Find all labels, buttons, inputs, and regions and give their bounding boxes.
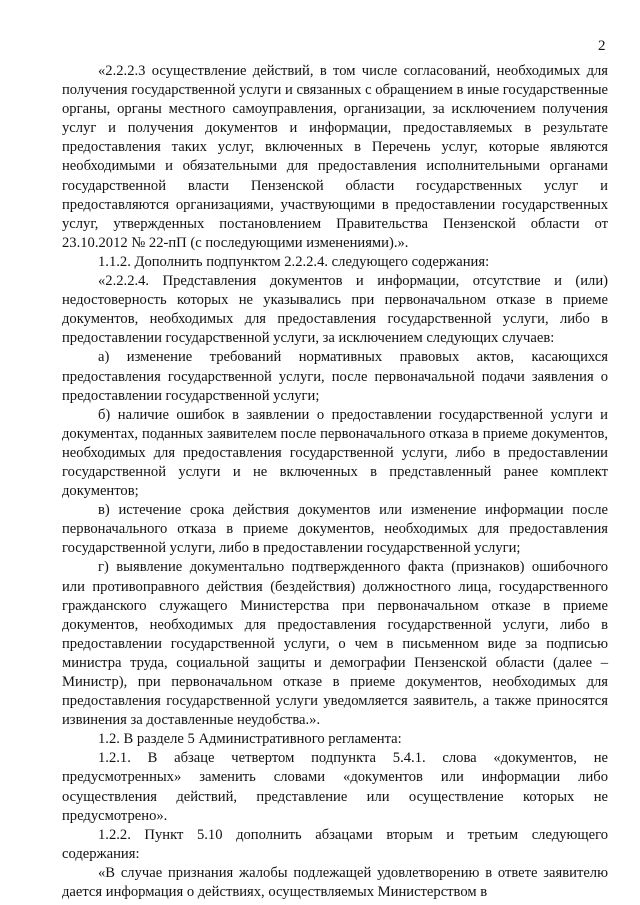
document-body xyxy=(62,62,608,902)
paragraph-1-1-2: 1.1.2. Дополнить подпунктом 2.2.2.4. следующего содержания: xyxy=(98,253,490,270)
paragraph-item-g: г) выявление документально подтвержденного факта (признаков) ошибочного или противоправного действия (бездействия) должностного лица, государственного гражданского служащего Министерства при первоначальном отказе в приеме документов, необходимых для предоставления государственной услуги, либо в предоставлении государственной услуги, о чем в письменном виде за подписью министра труда, социальной защиты и демографии Пензенской области (далее – Министр), при первоначальном отказе в приеме документов, необходимых для предоставления государственной услуги уведомляется заявитель, а также приносятся извинения за доставленные неудобства.». xyxy=(62,559,608,729)
paragraph-1-2-2: 1.2.2. Пункт 5.10 дополнить абзацами вторым и третьим следующего содержания: xyxy=(62,826,608,862)
paragraph-1-2-1: 1.2.1. В абзаце четвертом подпункта 5.4.1. слова «документов, не предусмотренных» заменить словами «документов или информации либо осуществления действий, представление или осуществление которых не предусмотрено». xyxy=(62,750,608,824)
paragraph-item-v: в) истечение срока действия документов или изменение информации после первоначального отказа в приеме документов, необходимых для предоставления государственной услуги, либо в предоставлении государственной услуги; xyxy=(62,502,608,557)
paragraph-1-2: 1.2. В разделе 5 Административного регламента: xyxy=(98,731,402,748)
paragraph-item-a: а) изменение требований нормативных правовых актов, касающихся предоставления государственной услуги, после первоначальной подачи заявления о предоставлении государственной услуги; xyxy=(62,349,608,404)
paragraph-quote-complaint: «В случае признания жалобы подлежащей удовлетворению в ответе заявителю дается информация о действиях, осуществляемых Министерством в xyxy=(62,864,608,901)
paragraph-2-2-2-4: «2.2.2.4. Представления документов и информации, отсутствие и (или) недостоверность которых не указывались при первоначальном отказе в приеме документов, необходимых для предоставления государственной услуги, либо в предоставлении государственной услуги, за исключением следующих случаев: xyxy=(62,273,608,347)
page-number: 2 xyxy=(598,38,606,54)
paragraph-2-2-2-3: «2.2.2.3 осуществление действий, в том числе согласований, необходимых для получения государственной услуги и связанных с обращением в иные государственные органы, органы местного самоуправления, организации, за исключением получения услуг и получения документов и информации, предоставляемых в результате предоставления таких услуг, включенных в Перечень услуг, которые являются необходимыми и обязательными для предоставления исполнительными органами государственной власти Пензенской области государственных услуг и предоставляются организациями, участвующими в предоставлении государственных услуг, утвержденных постановлением Правительства Пензенской области от 23.10.2012 № 22-пП (с последующими изменениями).». xyxy=(62,63,608,251)
paragraph-item-b: б) наличие ошибок в заявлении о предоставлении государственной услуги и документах, поданных заявителем после первоначального отказа в приеме документов, необходимых для предоставления государственной услуги, либо в предоставлении государственной услуги и не включенных в представленный ранее комплект документов; xyxy=(62,406,608,500)
